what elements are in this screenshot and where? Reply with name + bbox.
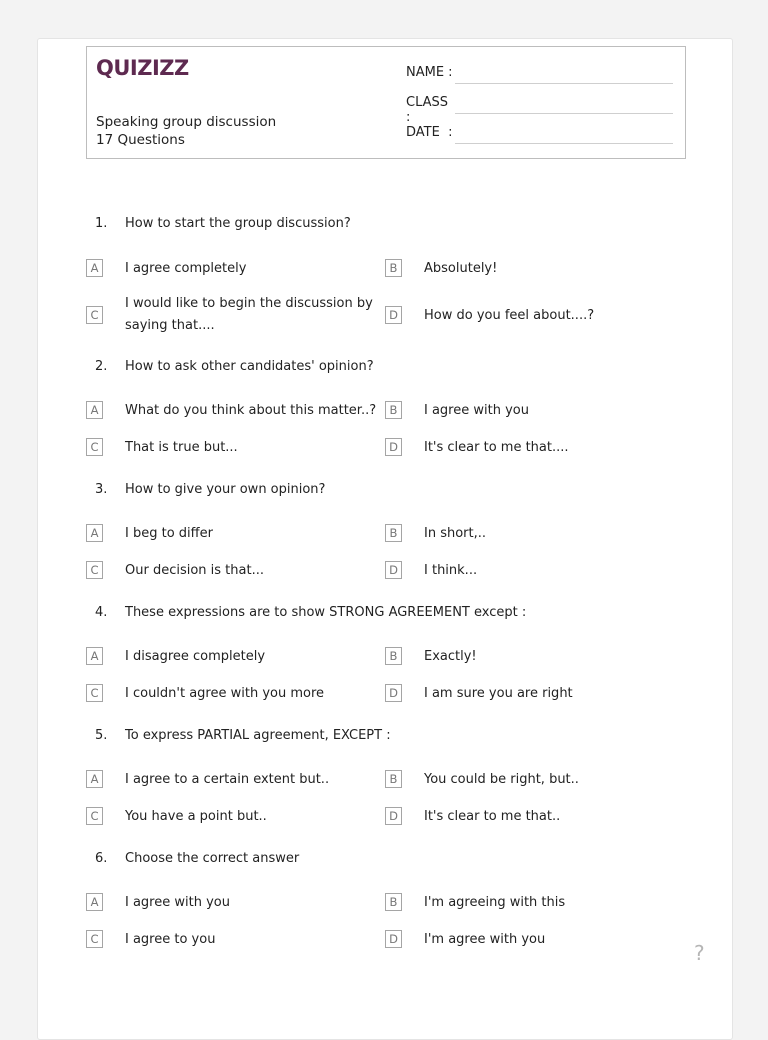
option-text: I disagree completely — [125, 649, 266, 664]
option-letter-box: D — [385, 306, 402, 324]
name-line[interactable] — [455, 83, 673, 84]
name-label: NAME : — [406, 65, 453, 80]
option-letter-box: C — [86, 930, 103, 948]
worksheet-title: Speaking group discussion — [96, 114, 277, 130]
date-line[interactable] — [455, 143, 673, 144]
question-number: 3. — [95, 482, 108, 497]
option-letter-box: B — [385, 259, 402, 277]
date-label: DATE : — [406, 125, 453, 140]
class-label: CLASS : — [406, 95, 449, 125]
question-text: How to give your own opinion? — [125, 482, 326, 497]
question-text: Choose the correct answer — [125, 851, 300, 866]
option-letter-box: B — [385, 770, 402, 788]
option-text: I beg to differ — [125, 526, 213, 541]
option-text: I couldn't agree with you more — [125, 686, 325, 701]
option-letter-box: C — [86, 306, 103, 324]
name-field — [406, 65, 456, 80]
option-text: How do you feel about....? — [424, 308, 595, 323]
option-letter-box: C — [86, 438, 103, 456]
question-number: 4. — [95, 605, 108, 620]
date-field — [406, 125, 456, 140]
quizizz-logo: QUIZIZZ — [96, 56, 189, 80]
option-text: Our decision is that... — [125, 563, 264, 578]
option-letter-box: A — [86, 770, 103, 788]
question-text: These expressions are to show STRONG AGREEMENT except : — [125, 605, 527, 620]
option-letter-box: A — [86, 524, 103, 542]
option-text: What do you think about this matter..? — [125, 403, 377, 418]
question-number: 1. — [95, 216, 108, 231]
option-text: I think... — [424, 563, 478, 578]
option-text: I agree completely — [125, 261, 247, 276]
option-text: It's clear to me that.... — [424, 440, 569, 455]
worksheet-page — [37, 38, 733, 1040]
option-text: In short,.. — [424, 526, 487, 541]
option-letter-box: C — [86, 807, 103, 825]
option-letter-box: A — [86, 893, 103, 911]
option-text: I agree to a certain extent but.. — [125, 772, 330, 787]
class-line[interactable] — [455, 113, 673, 114]
help-icon[interactable]: ? — [694, 941, 705, 965]
option-letter-box: B — [385, 647, 402, 665]
question-text: How to ask other candidates' opinion? — [125, 359, 374, 374]
option-text: You could be right, but.. — [424, 772, 579, 787]
option-letter-box: B — [385, 524, 402, 542]
option-text: I agree with you — [424, 403, 529, 418]
option-letter-box: D — [385, 561, 402, 579]
option-letter-box: A — [86, 401, 103, 419]
option-text: I'm agree with you — [424, 932, 546, 947]
option-text: You have a point but.. — [125, 809, 267, 824]
option-letter-box: D — [385, 930, 402, 948]
option-text: Exactly! — [424, 649, 477, 664]
option-text-line-2: saying that.... — [125, 318, 215, 333]
option-letter-box: C — [86, 561, 103, 579]
question-text: How to start the group discussion? — [125, 216, 351, 231]
option-letter-box: B — [385, 401, 402, 419]
option-text: I agree to you — [125, 932, 216, 947]
option-letter-box: A — [86, 259, 103, 277]
question-number: 5. — [95, 728, 108, 743]
option-letter-box: B — [385, 893, 402, 911]
option-text: Absolutely! — [424, 261, 498, 276]
option-text: I agree with you — [125, 895, 230, 910]
option-letter-box: D — [385, 438, 402, 456]
question-count: 17 Questions — [96, 132, 185, 148]
class-field — [406, 95, 456, 125]
option-letter-box: C — [86, 684, 103, 702]
option-text: That is true but... — [125, 440, 238, 455]
option-text: I am sure you are right — [424, 686, 573, 701]
option-letter-box: A — [86, 647, 103, 665]
option-letter-box: D — [385, 684, 402, 702]
option-letter-box: D — [385, 807, 402, 825]
option-text: I'm agreeing with this — [424, 895, 566, 910]
question-text: To express PARTIAL agreement, EXCEPT : — [125, 728, 391, 743]
option-text: It's clear to me that.. — [424, 809, 561, 824]
question-number: 2. — [95, 359, 108, 374]
option-text-line-1: I would like to begin the discussion by — [125, 296, 373, 311]
worksheet-header — [86, 46, 686, 159]
question-number: 6. — [95, 851, 108, 866]
